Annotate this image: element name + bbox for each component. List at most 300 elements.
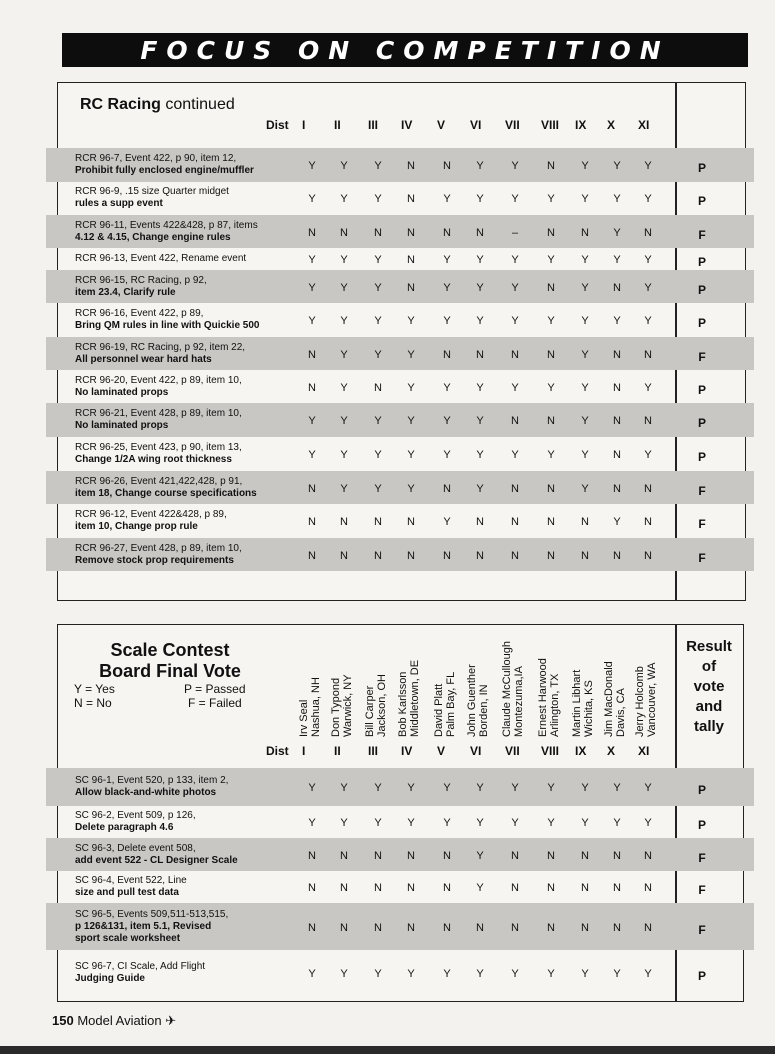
vote-cell: N xyxy=(613,549,621,562)
vote-cell: Y xyxy=(644,315,652,327)
director-city: Vancouver, WA xyxy=(646,662,658,737)
vote-cell: – xyxy=(511,226,519,239)
vote-cell: Y xyxy=(476,449,484,461)
vote-cell: N xyxy=(374,921,382,934)
district-header: I xyxy=(302,118,306,132)
director-column xyxy=(571,632,599,737)
proposal-description xyxy=(75,253,246,265)
vote-cell: Y xyxy=(308,782,316,794)
proposal-description xyxy=(75,810,196,834)
proposal-line: add event 522 - CL Designer Scale xyxy=(75,854,238,866)
vote-cell: Y xyxy=(581,449,589,461)
table-row xyxy=(46,504,754,538)
director-column xyxy=(433,632,461,737)
vote-cell: Y xyxy=(443,817,451,829)
vote-cell: N xyxy=(308,921,316,934)
result-cell: F xyxy=(698,883,706,897)
director-city: Borden, IN xyxy=(478,684,490,737)
director-name: Jim MacDonald xyxy=(603,661,615,737)
result-cell: P xyxy=(697,255,706,269)
vote-cell: N xyxy=(613,921,621,934)
director-entry xyxy=(397,632,421,737)
vote-cell: N xyxy=(476,516,484,528)
vote-cell: Y xyxy=(613,968,621,980)
result-cell: F xyxy=(698,227,706,242)
district-header: XI xyxy=(638,744,650,758)
result-cell: P xyxy=(697,382,706,397)
proposal-line: size and pull test data xyxy=(75,887,179,898)
vote-cell: N xyxy=(443,482,451,495)
vote-cell: N xyxy=(443,348,451,361)
district-header: X xyxy=(607,118,616,132)
vote-cell: N xyxy=(613,849,621,862)
result-cell: P xyxy=(697,783,706,797)
district-header: XI xyxy=(638,118,650,132)
vote-cell: Y xyxy=(644,968,652,980)
vote-cell: Y xyxy=(308,281,316,294)
vote-cell: Y xyxy=(443,782,451,794)
table-row xyxy=(46,871,754,903)
vote-cell: N xyxy=(613,482,621,495)
vote-cell: N xyxy=(644,226,652,239)
vote-cell: N xyxy=(644,516,652,528)
vote-cell: N xyxy=(581,882,589,894)
vote-cell: Y xyxy=(407,817,415,829)
vote-cell: Y xyxy=(613,782,621,794)
vote-cell: Y xyxy=(511,968,519,980)
district-header: IX xyxy=(575,118,587,132)
vote-cell: Y xyxy=(407,415,415,427)
result-cell: P xyxy=(697,416,706,430)
district-header: VIII xyxy=(541,118,560,132)
vote-cell: N xyxy=(476,921,484,934)
vote-cell: N xyxy=(476,549,484,562)
vote-cell: N xyxy=(547,921,555,934)
result-cell: F xyxy=(698,550,706,565)
vote-cell: N xyxy=(581,921,589,934)
vote-cell: N xyxy=(547,281,555,294)
vote-cell: Y xyxy=(511,782,519,794)
vote-cell: N xyxy=(613,882,621,894)
director-name: John Guenther xyxy=(466,664,478,737)
proposal-line: No laminated props xyxy=(75,420,169,431)
vote-cell: Y xyxy=(511,315,519,327)
proposal-line: SC 96-2, Event 509, p 126, xyxy=(75,810,196,821)
page-number: 150 xyxy=(52,1013,74,1028)
vote-cell: N xyxy=(547,226,555,239)
scale-board-title xyxy=(90,640,250,682)
director-name: Irv Seal xyxy=(298,699,310,737)
vote-cell: Y xyxy=(340,449,348,461)
proposal-line: Prohibit fully enclosed engine/muffler xyxy=(75,165,254,176)
vote-cell: N xyxy=(374,549,382,562)
vote-cell: Y xyxy=(476,160,484,172)
vote-cell: Y xyxy=(547,315,555,327)
proposal-line: RCR 96-21, Event 428, p 89, item 10, xyxy=(75,408,242,419)
vote-cell: Y xyxy=(443,281,451,294)
vote-cell: N xyxy=(644,482,652,495)
rc-title-suffix: continued xyxy=(165,96,235,113)
vote-cell: N xyxy=(511,549,519,562)
proposal-description xyxy=(75,442,242,466)
district-header: VII xyxy=(505,118,520,132)
proposal-description xyxy=(75,775,228,799)
proposal-line: Remove stock prop requirements xyxy=(75,554,234,566)
vote-cell: N xyxy=(374,882,382,894)
result-cell: F xyxy=(698,922,706,937)
result-cell: F xyxy=(698,850,706,865)
vote-cell: Y xyxy=(476,193,484,205)
result-header xyxy=(676,637,742,737)
page-banner: FOCUS ON COMPETITION xyxy=(62,33,748,67)
table-row xyxy=(46,337,754,370)
vote-cell: Y xyxy=(340,968,348,980)
vote-cell: Y xyxy=(613,226,621,239)
vote-cell: N xyxy=(308,381,316,394)
vote-cell: Y xyxy=(644,193,652,205)
vote-cell: N xyxy=(340,882,348,894)
table-row xyxy=(46,403,754,437)
vote-cell: Y xyxy=(511,449,519,461)
vote-cell: Y xyxy=(581,254,589,266)
vote-cell: Y xyxy=(581,968,589,980)
vote-cell: Y xyxy=(511,160,519,172)
vote-cell: Y xyxy=(407,482,415,495)
table-row xyxy=(46,838,754,871)
vote-cell: N xyxy=(581,226,589,239)
result-cell: F xyxy=(698,483,706,498)
result-header-word: and xyxy=(695,698,723,715)
director-name: Don Typond xyxy=(330,677,342,737)
legend-no: N = No xyxy=(74,696,112,710)
director-entry xyxy=(603,632,627,737)
vote-cell: Y xyxy=(547,381,555,394)
vote-cell: N xyxy=(581,849,589,862)
vote-cell: Y xyxy=(374,968,382,980)
proposal-line: RCR 96-9, .15 size Quarter midget xyxy=(75,186,229,197)
proposal-description xyxy=(75,509,227,533)
vote-cell: N xyxy=(407,193,415,205)
table-row xyxy=(46,270,754,303)
vote-cell: Y xyxy=(308,415,316,427)
vote-cell: Y xyxy=(374,449,382,461)
director-entry xyxy=(537,632,561,737)
vote-cell: Y xyxy=(374,348,382,361)
vote-cell: N xyxy=(547,849,555,862)
vote-cell: N xyxy=(644,549,652,562)
vote-cell: Y xyxy=(547,254,555,266)
vote-cell: N xyxy=(613,449,621,461)
vote-cell: Y xyxy=(374,315,382,327)
plane-icon: ✈ xyxy=(165,1013,177,1028)
vote-cell: Y xyxy=(308,160,316,172)
legend-passed: P = Passed xyxy=(184,682,246,696)
proposal-line: SC 96-1, Event 520, p 133, item 2, xyxy=(75,775,229,786)
director-city: Davis, CA xyxy=(615,688,627,737)
vote-cell: Y xyxy=(407,782,415,794)
director-column xyxy=(537,632,565,737)
vote-cell: Y xyxy=(374,160,382,172)
vote-cell: Y xyxy=(476,281,484,294)
vote-cell: Y xyxy=(407,968,415,980)
director-entry xyxy=(466,632,490,737)
director-entry xyxy=(571,632,595,737)
proposal-line: SC 96-5, Events 509,511-513,515, xyxy=(75,908,229,920)
proposal-line: RCR 96-15, RC Racing, p 92, xyxy=(75,274,207,286)
vote-cell: N xyxy=(443,226,451,239)
vote-cell: Y xyxy=(340,315,348,327)
director-city: Montezuma,IA xyxy=(513,666,525,737)
proposal-line: p 126&131, item 5.1, Revised xyxy=(75,920,212,932)
result-cell: P xyxy=(697,969,706,983)
vote-cell: N xyxy=(308,226,316,239)
result-cell: P xyxy=(697,450,706,464)
proposal-line: Bring QM rules in line with Quickie 500 xyxy=(75,320,260,331)
proposal-line: All personnel wear hard hats xyxy=(75,353,212,365)
vote-cell: Y xyxy=(476,415,484,427)
proposal-line: 4.12 & 4.15, Change engine rules xyxy=(75,231,231,243)
vote-cell: N xyxy=(613,381,621,394)
vote-cell: N xyxy=(511,849,519,862)
vote-cell: Y xyxy=(340,415,348,427)
vote-cell: Y xyxy=(547,817,555,829)
proposal-line: RCR 96-19, RC Racing, p 92, item 22, xyxy=(75,341,246,353)
director-column xyxy=(603,632,631,737)
vote-cell: Y xyxy=(340,817,348,829)
vote-cell: Y xyxy=(374,193,382,205)
proposal-description xyxy=(75,220,258,244)
director-entry xyxy=(634,632,658,737)
vote-cell: N xyxy=(443,849,451,862)
vote-cell: N xyxy=(476,226,484,239)
district-header: III xyxy=(368,118,379,132)
vote-cell: N xyxy=(581,516,589,528)
vote-cell: Y xyxy=(613,817,621,829)
vote-cell: Y xyxy=(308,817,316,829)
director-name: Ernest Harwood xyxy=(537,658,549,737)
result-header-word: of xyxy=(701,658,717,675)
vote-cell: N xyxy=(374,516,382,528)
vote-cell: N xyxy=(547,482,555,495)
vote-cell: Y xyxy=(511,193,519,205)
vote-cell: Y xyxy=(476,968,484,980)
proposal-description xyxy=(75,476,257,500)
district-header: IV xyxy=(401,744,413,758)
result-header-word: vote xyxy=(693,678,725,695)
proposal-line: rules a supp event xyxy=(75,198,163,209)
district-header: I xyxy=(302,744,306,758)
director-name: Bob Karlsson xyxy=(397,671,409,737)
proposal-line: RCR 96-25, Event 423, p 90, item 13, xyxy=(75,442,242,453)
vote-cell: N xyxy=(511,516,519,528)
result-header-word: tally xyxy=(693,718,724,735)
proposal-line: SC 96-7, CI Scale, Add Flight xyxy=(75,961,206,972)
proposal-line: SC 96-3, Delete event 508, xyxy=(75,842,196,854)
vote-cell: Y xyxy=(581,415,589,427)
legend-failed: F = Failed xyxy=(188,696,242,710)
vote-cell: Y xyxy=(581,193,589,205)
vote-cell: Y xyxy=(581,315,589,327)
vote-cell: Y xyxy=(407,315,415,327)
proposal-description xyxy=(75,909,228,945)
proposal-description xyxy=(75,275,207,299)
vote-cell: Y xyxy=(581,281,589,294)
proposal-line: Delete paragraph 4.6 xyxy=(75,822,174,833)
proposal-description xyxy=(75,961,205,985)
proposal-description xyxy=(75,543,242,567)
vote-cell: N xyxy=(308,482,316,495)
result-cell: P xyxy=(697,282,706,297)
result-header-word: Result xyxy=(686,638,732,655)
vote-cell: Y xyxy=(374,415,382,427)
director-entry xyxy=(501,632,525,737)
director-entry xyxy=(298,632,322,737)
vote-cell: N xyxy=(547,516,555,528)
vote-cell: Y xyxy=(308,315,316,327)
vote-cell: Y xyxy=(613,516,621,528)
vote-cell: Y xyxy=(308,193,316,205)
vote-cell: Y xyxy=(613,315,621,327)
vote-cell: Y xyxy=(443,516,451,528)
vote-cell: N xyxy=(340,549,348,562)
vote-cell: Y xyxy=(613,160,621,172)
vote-cell: N xyxy=(374,849,382,862)
proposal-description xyxy=(75,375,242,399)
result-cell: P xyxy=(697,316,706,330)
dist-label: Dist xyxy=(266,118,289,132)
vote-cell: N xyxy=(644,882,652,894)
district-header: VI xyxy=(470,744,482,758)
vote-cell: Y xyxy=(511,381,519,394)
proposal-line: RCR 96-16, Event 422, p 89, xyxy=(75,308,204,319)
vote-cell: N xyxy=(476,348,484,361)
district-header: II xyxy=(334,118,341,132)
vote-cell: N xyxy=(407,549,415,562)
result-cell: F xyxy=(698,349,706,364)
vote-cell: Y xyxy=(644,782,652,794)
vote-cell: N xyxy=(443,921,451,934)
vote-cell: N xyxy=(547,415,555,427)
director-entry xyxy=(364,632,388,737)
vote-cell: N xyxy=(511,482,519,495)
district-header: VII xyxy=(505,744,520,758)
proposal-line: RCR 96-7, Event 422, p 90, item 12, xyxy=(75,153,237,164)
magazine-name: Model Aviation xyxy=(77,1013,162,1028)
vote-cell: N xyxy=(547,882,555,894)
director-city: Warwick, NY xyxy=(342,674,354,737)
result-cell: F xyxy=(698,517,706,531)
vote-cell: Y xyxy=(581,782,589,794)
director-city: Middletown, DE xyxy=(409,659,421,737)
vote-cell: Y xyxy=(644,449,652,461)
vote-cell: Y xyxy=(443,254,451,266)
director-column xyxy=(330,632,358,737)
vote-cell: Y xyxy=(407,348,415,361)
vote-cell: N xyxy=(644,415,652,427)
director-column xyxy=(364,632,392,737)
vote-cell: Y xyxy=(476,315,484,327)
proposal-description xyxy=(75,875,187,899)
vote-cell: Y xyxy=(581,482,589,495)
vote-cell: N xyxy=(644,348,652,361)
district-header: VIII xyxy=(541,744,560,758)
vote-cell: Y xyxy=(407,449,415,461)
vote-cell: Y xyxy=(374,254,382,266)
vote-cell: N xyxy=(407,882,415,894)
vote-cell: Y xyxy=(476,254,484,266)
proposal-line: item 23.4, Clarify rule xyxy=(75,286,176,298)
vote-cell: N xyxy=(443,549,451,562)
vote-cell: N xyxy=(407,281,415,294)
proposal-description xyxy=(75,408,242,432)
proposal-description xyxy=(75,308,260,332)
scale-title-line2: Board Final Vote xyxy=(99,661,241,681)
vote-cell: Y xyxy=(613,254,621,266)
vote-cell: N xyxy=(613,348,621,361)
table-row xyxy=(46,148,754,182)
proposal-line: item 10, Change prop rule xyxy=(75,521,198,532)
vote-cell: N xyxy=(308,348,316,361)
director-name: Claude McCullough xyxy=(501,641,513,737)
vote-cell: N xyxy=(581,549,589,562)
table-row xyxy=(46,215,754,248)
vote-cell: N xyxy=(407,516,415,528)
table-row xyxy=(46,181,754,215)
vote-cell: Y xyxy=(476,882,484,894)
table-row xyxy=(46,538,754,571)
vote-cell: Y xyxy=(644,817,652,829)
vote-cell: N xyxy=(407,226,415,239)
vote-cell: Y xyxy=(476,381,484,394)
vote-cell: N xyxy=(407,849,415,862)
director-column xyxy=(298,632,326,737)
vote-cell: N xyxy=(613,415,621,427)
vote-cell: N xyxy=(511,415,519,427)
vote-cell: N xyxy=(308,516,316,528)
vote-cell: Y xyxy=(340,160,348,172)
vote-cell: Y xyxy=(443,449,451,461)
director-entry xyxy=(330,632,354,737)
table-row xyxy=(46,248,754,270)
vote-cell: Y xyxy=(340,281,348,294)
vote-cell: Y xyxy=(511,254,519,266)
vote-cell: N xyxy=(511,348,519,361)
vote-cell: Y xyxy=(613,193,621,205)
table-row xyxy=(46,950,754,996)
vote-cell: N xyxy=(308,882,316,894)
vote-cell: Y xyxy=(547,782,555,794)
proposal-line: Judging Guide xyxy=(75,973,145,984)
vote-cell: Y xyxy=(374,782,382,794)
vote-cell: Y xyxy=(547,968,555,980)
proposal-line: Change 1/2A wing root thickness xyxy=(75,454,232,465)
vote-cell: Y xyxy=(374,281,382,294)
vote-cell: Y xyxy=(476,849,484,862)
vote-cell: N xyxy=(407,921,415,934)
vote-cell: N xyxy=(443,160,451,172)
vote-cell: Y xyxy=(374,817,382,829)
proposal-description xyxy=(75,186,229,210)
vote-cell: N xyxy=(407,160,415,172)
proposal-line: item 18, Change course specifications xyxy=(75,487,257,499)
vote-cell: Y xyxy=(443,968,451,980)
proposal-description xyxy=(75,153,254,177)
result-cell: P xyxy=(697,194,706,208)
table-row xyxy=(46,768,754,806)
director-entry xyxy=(433,632,457,737)
result-cell: P xyxy=(697,818,706,832)
vote-cell: N xyxy=(547,348,555,361)
